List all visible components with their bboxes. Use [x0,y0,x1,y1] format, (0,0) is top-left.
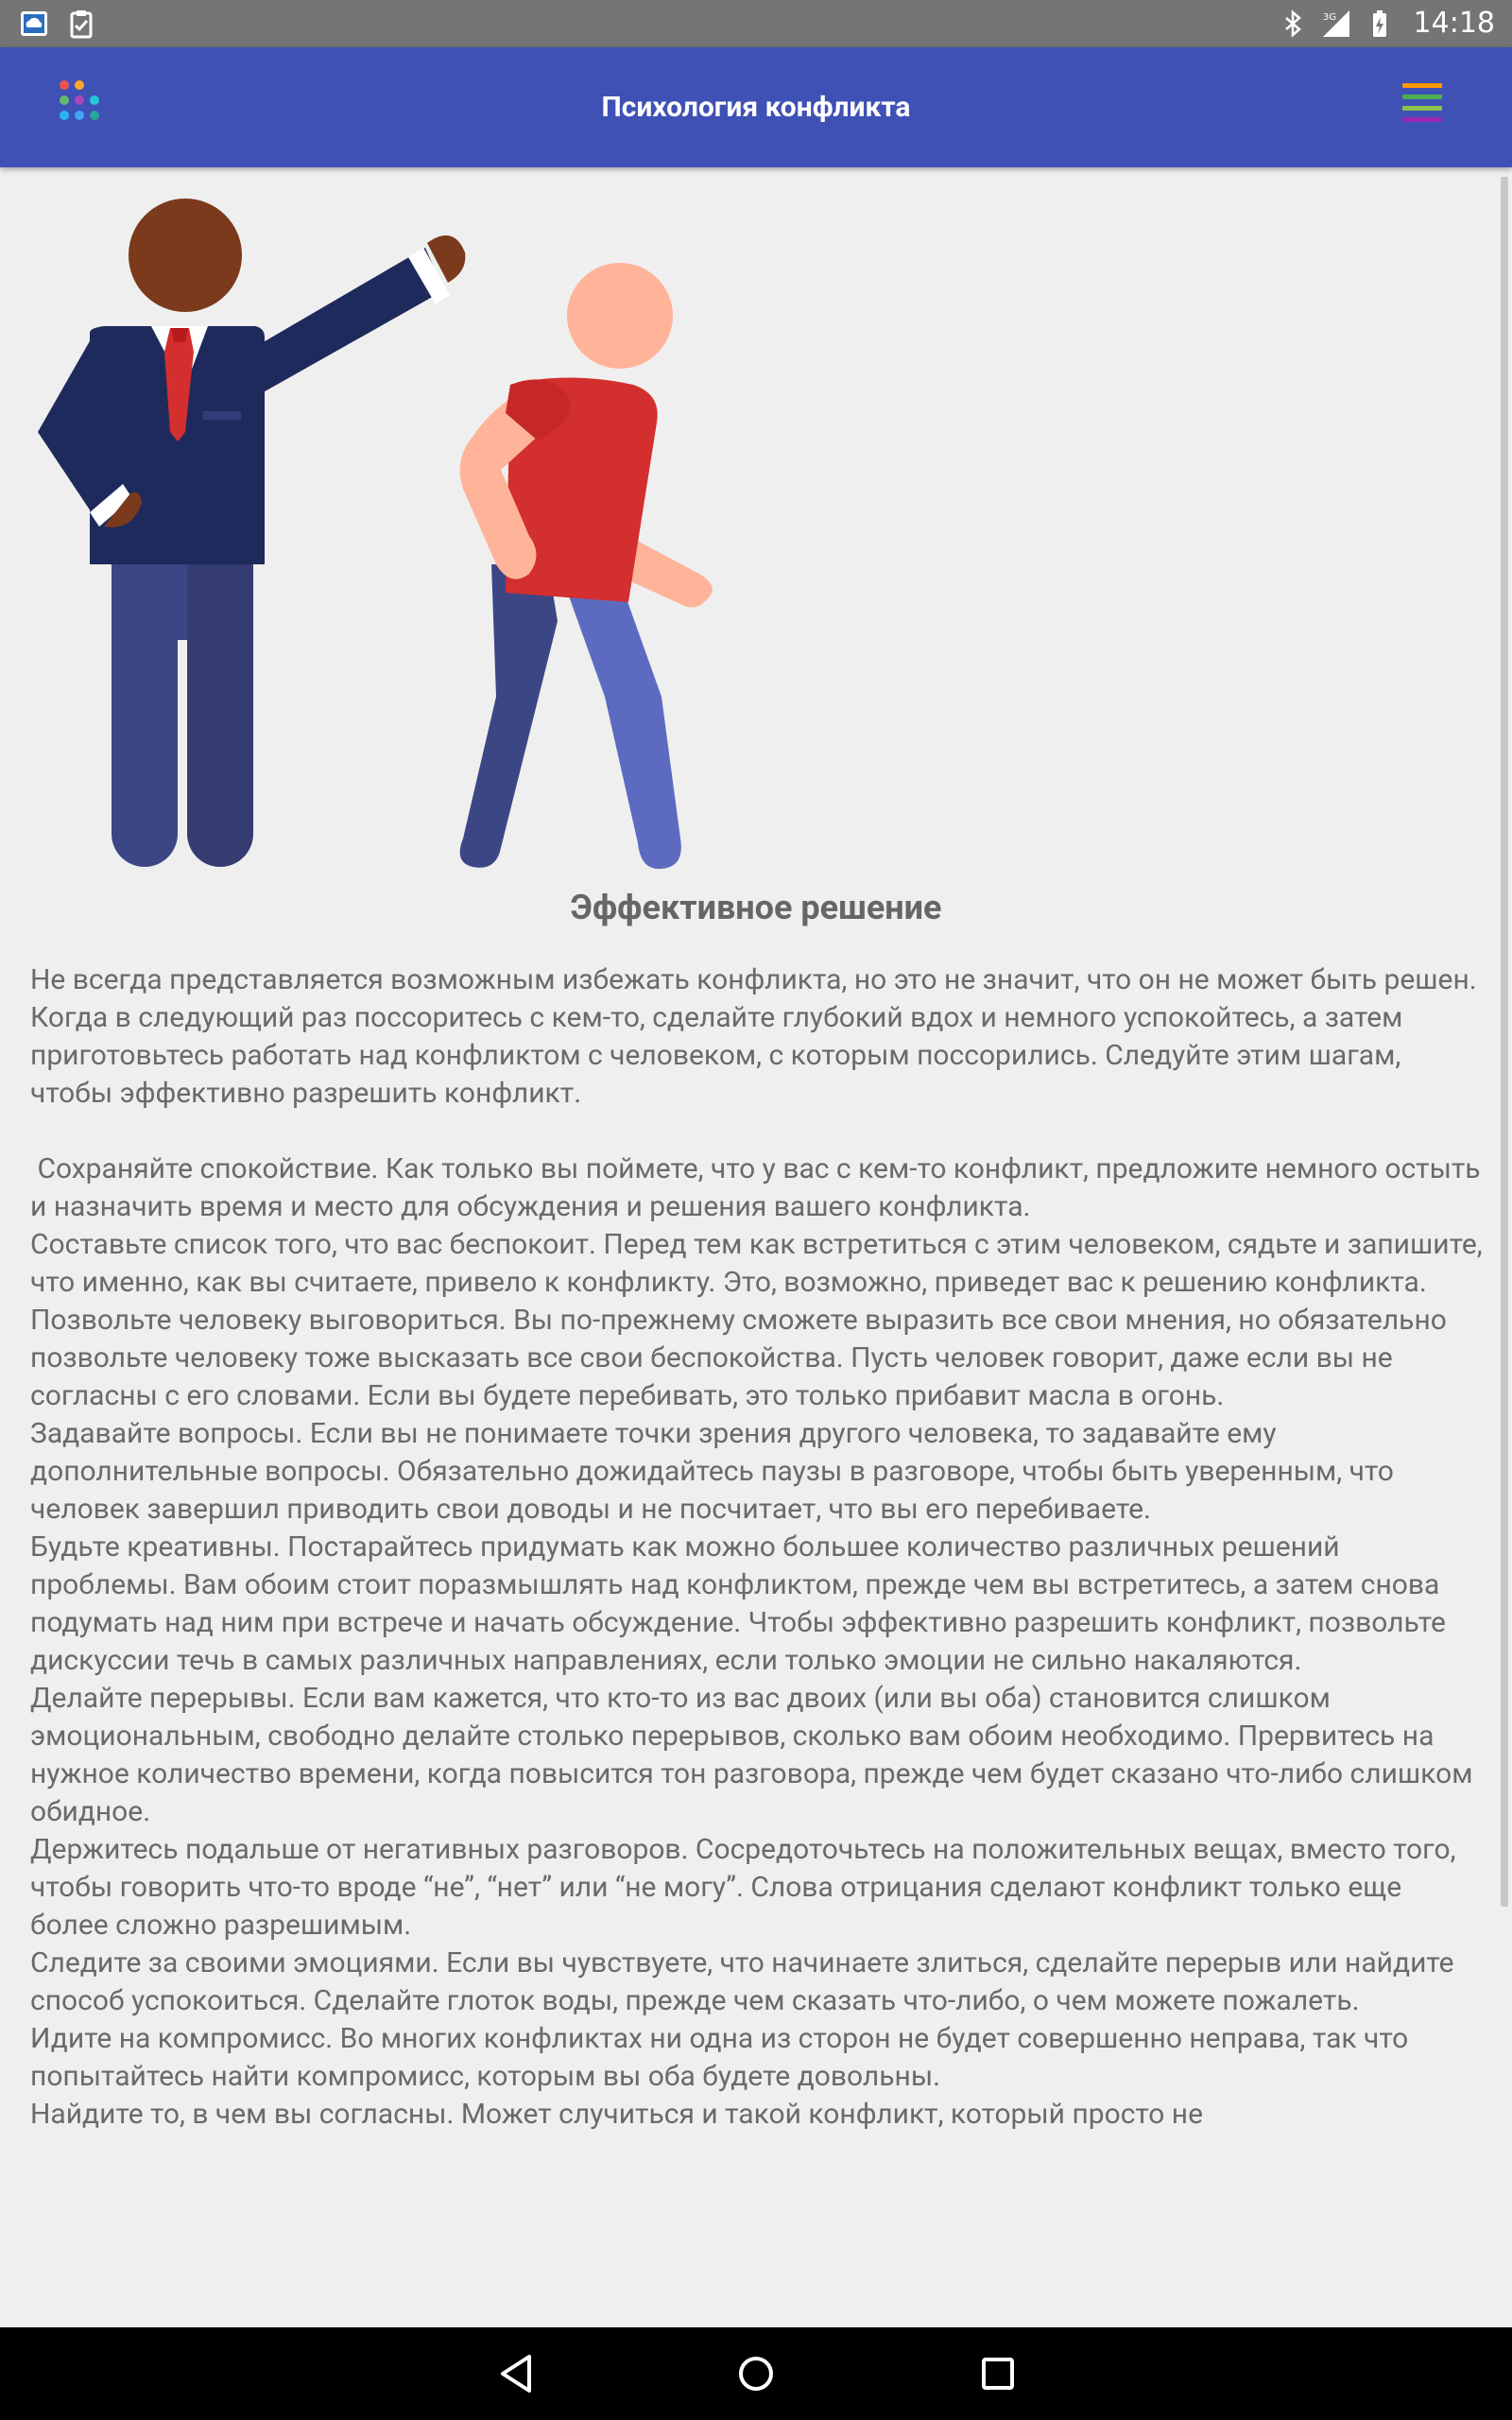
signal-icon [1321,9,1351,39]
article-body [30,961,1486,2134]
content-scroll[interactable] [0,167,1512,2327]
recents-icon[interactable] [973,2349,1022,2398]
article-step: Держитесь подальше от негативных разговоров. Сосредоточьтесь на положительных вещах, вместо того, чтобы говорить что-то вроде “не”, “нет” или “не могу”. Слова отрицания сделают конфликт только еще более сложно разрешимым. [30,1833,1456,1942]
network-type-label: 3G [1322,11,1336,23]
article-step: Следите за своими эмоциями. Если вы чувствуете, что начинаете злиться, сделайте перерыв или найдите способ успокоиться. Сделайте глоток воды, прежде чем сказать что-либо, о чем можете пожалеть. [30,1946,1454,2017]
back-icon[interactable] [491,2349,541,2398]
businessman-figure [38,199,465,867]
status-bar [0,0,1512,47]
article-intro: Не всегда представляется возможным избежать конфликта, но это не значит, что он не может быть решен. Когда в следующий раз поссоритесь с кем-то, сделайте глубокий вдох и немного успокойтесь, а затем приготовьтесь работать над конфликтом с человеком, с которым поссорились. Следуйте этим шагам, чтобы эффективно разрешить конфликт. [30,963,1477,1110]
article-step: Задавайте вопросы. Если вы не понимаете точки зрения другого человека, то задавайте ему дополнительные вопросы. Обязательно дожидайтесь паузы в разговоре, чтобы быть уверенным, что человек завершил приводить свои доводы и не посчитает, что вы его перебиваете. [30,1417,1394,1526]
article-step: Составьте список того, что вас беспокоит. Перед тем как встретиться с этим человеком, сядьте и запишите, что именно, как вы считаете, привело к конфликту. Это, возможно, приведет вас к решению конфликта. [30,1228,1483,1299]
article-step: Делайте перерывы. Если вам кажется, что кто-то из вас двоих (или вы оба) становится слишком эмоциональным, свободно делайте столько перерывов, сколько вам обоим необходимо. Прервитесь на нужное количество времени, когда повысится тон разговора, прежде чем будет сказано что-либо слишком обидное. [30,1682,1473,1828]
clipboard-check-icon [66,9,96,39]
status-time: 14:18 [1413,7,1495,40]
article-step: Позвольте человеку выговориться. Вы по-прежнему сможете выразить все свои мнения, но обязательно позвольте человеку тоже высказать все свои беспокойства. Пусть человек говорит, даже если вы не согласны с его словами. Если вы будете перебивать, это только прибавит масла в огонь. [30,1304,1447,1412]
app-bar [0,47,1512,167]
bluetooth-icon [1278,9,1308,39]
page-title: Психология конфликта [601,91,911,124]
scrollbar[interactable] [1501,177,1508,1907]
article-step: Найдите то, в чем вы согласны. Может случиться и такой конфликт, который просто не [30,2098,1203,2131]
article-step: Идите на компромисс. Во многих конфликтах ни одна из сторон не будет совершенно неправа, так что попытайтесь найти компромисс, которым вы оба будете довольны. [30,2022,1409,2093]
home-icon[interactable] [731,2349,781,2398]
angry-person-figure [460,263,713,869]
battery-icon [1365,9,1395,39]
article-step: Будьте креативны. Постарайтесь придумать как можно большее количество различных решений проблемы. Вам обоим стоит поразмышлять над конфликтом, прежде чем вы встретитесь, а затем снова подумать над ним при встрече и начать обсуждение. Чтобы эффективно разрешить конфликт, позвольте дискуссии течь в самых различных направлениях, если только эмоции не сильно накаляются. [30,1530,1446,1677]
section-title: Эффективное решение [570,888,942,927]
navigation-bar [0,2327,1512,2420]
cloud-upload-icon [19,9,49,39]
conflict-illustration [0,167,756,886]
article-step: Сохраняйте спокойствие. Как только вы поймете, что у вас с кем-то конфликт, предложите немного остыть и назначить время и место для обсуждения и решения вашего конфликта. [30,1152,1488,1223]
menu-icon[interactable] [1389,70,1455,136]
